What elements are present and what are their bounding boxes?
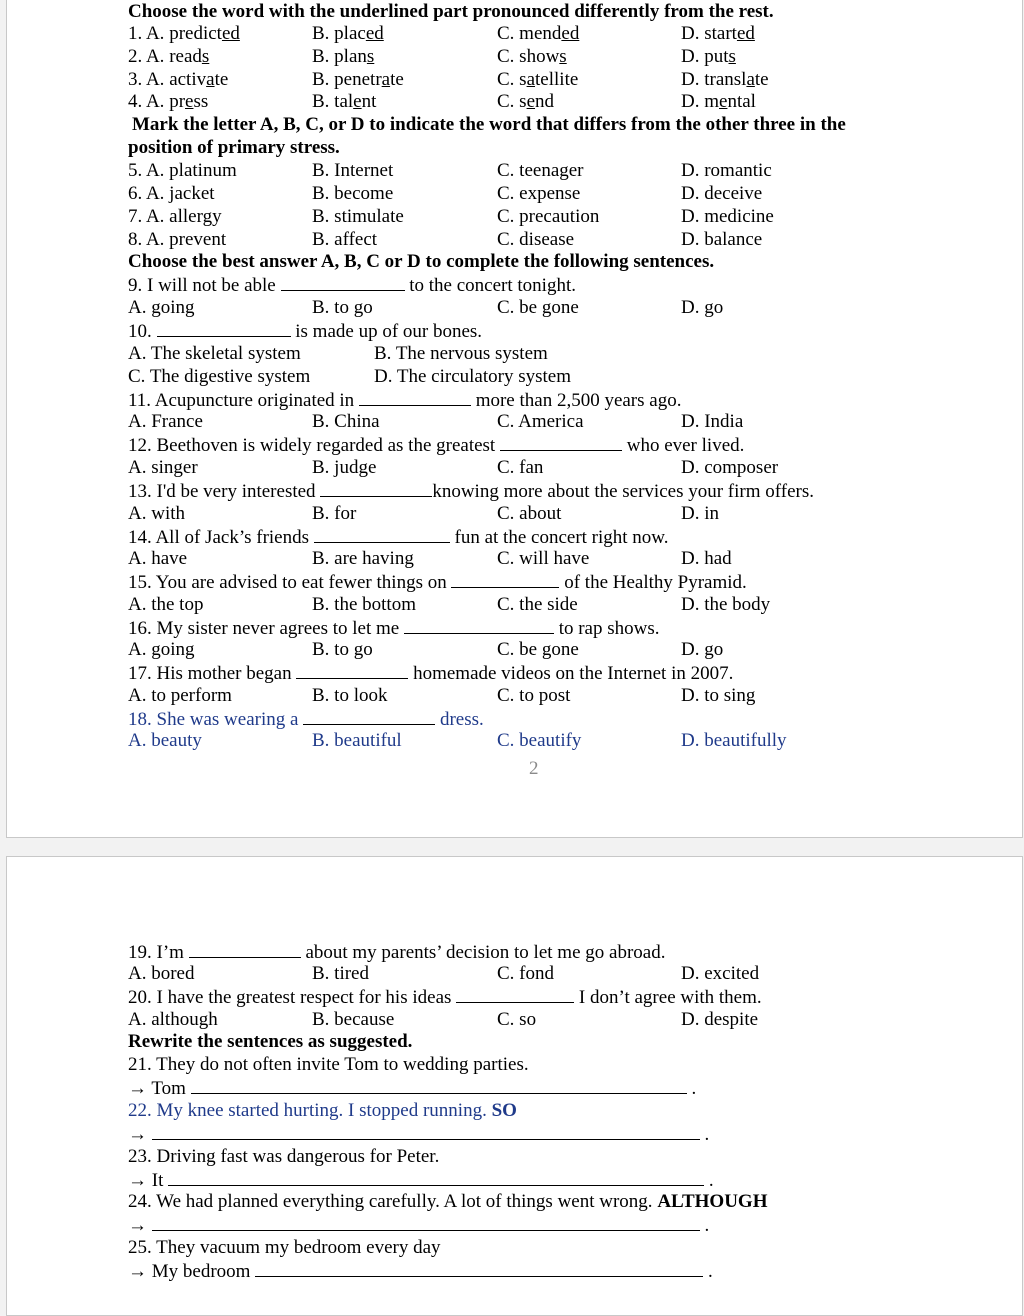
q18-option-d: D. beautifully — [681, 730, 787, 751]
q18-option-b: B. beautiful — [312, 730, 402, 751]
q17-blank[interactable] — [296, 662, 408, 679]
q3-option-c: C. satellite — [497, 69, 579, 90]
q24-prompt: 24. We had planned everything carefully. A lot of things went wrong. ALTHOUGH — [128, 1191, 768, 1212]
q10-stem: 10. is made up of our bones. — [128, 321, 483, 342]
q10-option-a: A. The skeletal system — [128, 343, 301, 364]
q8-option-a: 8. A. prevent — [128, 229, 227, 250]
q16-option-c: C. be gone — [497, 639, 579, 660]
q9-option-a: A. going — [128, 297, 195, 318]
q5-option-b: B. Internet — [312, 160, 394, 181]
q11-blank[interactable] — [359, 389, 471, 406]
q17-option-c: C. to post — [497, 685, 571, 706]
q20-option-c: C. so — [497, 1009, 537, 1030]
q11-option-a: A. France — [128, 411, 203, 432]
q16-stem: 16. My sister never agrees to let me to rap shows. — [128, 618, 660, 639]
q6-option-a: 6. A. jacket — [128, 183, 215, 204]
section-best-answer-heading: Choose the best answer A, B, C or D to complete the following sentences. — [128, 251, 715, 272]
q2-option-b: B. plans — [312, 46, 375, 67]
q17-stem: 17. His mother began homemade videos on the Internet in 2007. — [128, 663, 734, 684]
q22-answer-blank[interactable] — [152, 1123, 700, 1140]
q14-option-a: A. have — [128, 548, 188, 569]
q25-answer-blank[interactable] — [255, 1260, 703, 1277]
q11-option-b: B. China — [312, 411, 380, 432]
q4-option-a: 4. A. press — [128, 91, 209, 112]
q19-option-d: D. excited — [681, 963, 760, 984]
q13-option-b: B. for — [312, 503, 357, 524]
q4-option-b: B. talent — [312, 91, 377, 112]
q8-option-c: C. disease — [497, 229, 575, 250]
q16-blank[interactable] — [404, 617, 554, 634]
section-stress-heading-cont: position of primary stress. — [128, 137, 340, 158]
q2-option-a: 2. A. reads — [128, 46, 210, 67]
q20-stem: 20. I have the greatest respect for his ideas I don’t agree with them. — [128, 987, 762, 1008]
q15-blank[interactable] — [451, 571, 559, 588]
q14-option-d: D. had — [681, 548, 732, 569]
q13-stem: 13. I'd be very interested knowing more about the services your firm offers. — [128, 481, 814, 502]
q6-option-d: D. deceive — [681, 183, 763, 204]
page-number: 2 — [529, 758, 539, 779]
q22-prompt: 22. My knee started hurting. I stopped running. SO — [128, 1100, 517, 1121]
q21-answer-line: → Tom . — [128, 1078, 697, 1099]
q18-stem: 18. She was wearing a dress. — [128, 709, 484, 730]
q12-option-d: D. composer — [681, 457, 779, 478]
q10-option-b: B. The nervous system — [374, 343, 548, 364]
q1-option-c: C. mended — [497, 23, 580, 44]
q21-answer-blank[interactable] — [191, 1077, 687, 1094]
section-stress-heading: Mark the letter A, B, C, or D to indicate the word that differs from the other three in the — [132, 114, 846, 135]
q1-option-b: B. placed — [312, 23, 384, 44]
q19-stem: 19. I’m about my parents’ decision to let me go abroad. — [128, 942, 666, 963]
q15-option-b: B. the bottom — [312, 594, 416, 615]
q24-answer-blank[interactable] — [152, 1214, 700, 1231]
q9-option-c: C. be gone — [497, 297, 579, 318]
q9-option-b: B. to go — [312, 297, 373, 318]
q4-option-c: C. send — [497, 91, 555, 112]
q25-answer-line: → My bedroom . — [128, 1261, 713, 1282]
q17-option-b: B. to look — [312, 685, 388, 706]
q16-option-d: D. go — [681, 639, 724, 660]
q4-option-d: D. mental — [681, 91, 756, 112]
q23-prompt: 23. Driving fast was dangerous for Peter. — [128, 1146, 440, 1167]
q22-answer-line: → . — [128, 1124, 710, 1145]
q11-option-d: D. India — [681, 411, 744, 432]
q10-option-c: C. The digestive system — [128, 366, 311, 387]
q9-stem: 9. I will not be able to the concert tonight. — [128, 275, 576, 296]
section-rewrite-heading: Rewrite the sentences as suggested. — [128, 1031, 413, 1052]
worksheet-page-2 — [6, 856, 1023, 1316]
q8-option-d: D. balance — [681, 229, 763, 250]
q12-option-a: A. singer — [128, 457, 198, 478]
section-pronunciation-heading: Choose the word with the underlined part pronounced differently from the rest. — [128, 1, 774, 22]
q14-option-b: B. are having — [312, 548, 414, 569]
q1-option-d: D. started — [681, 23, 755, 44]
q7-option-a: 7. A. allergy — [128, 206, 222, 227]
q14-blank[interactable] — [314, 526, 450, 543]
q13-blank[interactable] — [320, 480, 432, 497]
q16-option-a: A. going — [128, 639, 195, 660]
q15-option-a: A. the top — [128, 594, 204, 615]
q12-stem: 12. Beethoven is widely regarded as the greatest who ever lived. — [128, 435, 745, 456]
q20-option-d: D. despite — [681, 1009, 759, 1030]
q23-answer-line: → It . — [128, 1170, 714, 1191]
q1-option-a: 1. A. predicted — [128, 23, 240, 44]
q17-option-d: D. to sing — [681, 685, 756, 706]
q13-option-a: A. with — [128, 503, 185, 524]
q14-stem: 14. All of Jack’s friends fun at the concert right now. — [128, 527, 669, 548]
q18-blank[interactable] — [303, 708, 435, 725]
q13-option-d: D. in — [681, 503, 719, 524]
q7-option-d: D. medicine — [681, 206, 774, 227]
q3-option-b: B. penetrate — [312, 69, 404, 90]
q11-option-c: C. America — [497, 411, 584, 432]
q6-option-c: C. expense — [497, 183, 581, 204]
q3-option-a: 3. A. activate — [128, 69, 229, 90]
q10-option-d: D. The circulatory system — [374, 366, 571, 387]
q25-prompt: 25. They vacuum my bedroom every day — [128, 1237, 441, 1258]
q2-option-c: C. shows — [497, 46, 567, 67]
q9-blank[interactable] — [281, 274, 405, 291]
q16-option-b: B. to go — [312, 639, 373, 660]
q23-answer-blank[interactable] — [168, 1169, 704, 1186]
q2-option-d: D. puts — [681, 46, 736, 67]
q21-prompt: 21. They do not often invite Tom to wedding parties. — [128, 1054, 529, 1075]
q9-option-d: D. go — [681, 297, 724, 318]
q20-blank[interactable] — [456, 986, 574, 1003]
q12-option-b: B. judge — [312, 457, 377, 478]
q11-stem: 11. Acupuncture originated in more than 2,500 years ago. — [128, 390, 682, 411]
q6-option-b: B. become — [312, 183, 394, 204]
q7-option-c: C. precaution — [497, 206, 600, 227]
q10-blank[interactable] — [157, 320, 291, 337]
q5-option-a: 5. A. platinum — [128, 160, 237, 181]
worksheet-page-1 — [6, 0, 1023, 838]
q5-option-d: D. romantic — [681, 160, 772, 181]
q19-blank[interactable] — [189, 941, 301, 958]
q8-option-b: B. affect — [312, 229, 378, 250]
q19-option-a: A. bored — [128, 963, 195, 984]
q20-option-a: A. although — [128, 1009, 218, 1030]
q19-option-b: B. tired — [312, 963, 369, 984]
q7-option-b: B. stimulate — [312, 206, 404, 227]
q12-blank[interactable] — [500, 434, 622, 451]
q14-option-c: C. will have — [497, 548, 590, 569]
q5-option-c: C. teenager — [497, 160, 584, 181]
q15-option-c: C. the side — [497, 594, 578, 615]
q24-answer-line: → . — [128, 1215, 710, 1236]
q18-option-c: C. beautify — [497, 730, 582, 751]
q18-option-a: A. beauty — [128, 730, 202, 751]
q3-option-d: D. translate — [681, 69, 769, 90]
q19-option-c: C. fond — [497, 963, 554, 984]
q17-option-a: A. to perform — [128, 685, 232, 706]
q20-option-b: B. because — [312, 1009, 395, 1030]
q15-stem: 15. You are advised to eat fewer things on of the Healthy Pyramid. — [128, 572, 747, 593]
q13-option-c: C. about — [497, 503, 562, 524]
q15-option-d: D. the body — [681, 594, 771, 615]
q12-option-c: C. fan — [497, 457, 544, 478]
